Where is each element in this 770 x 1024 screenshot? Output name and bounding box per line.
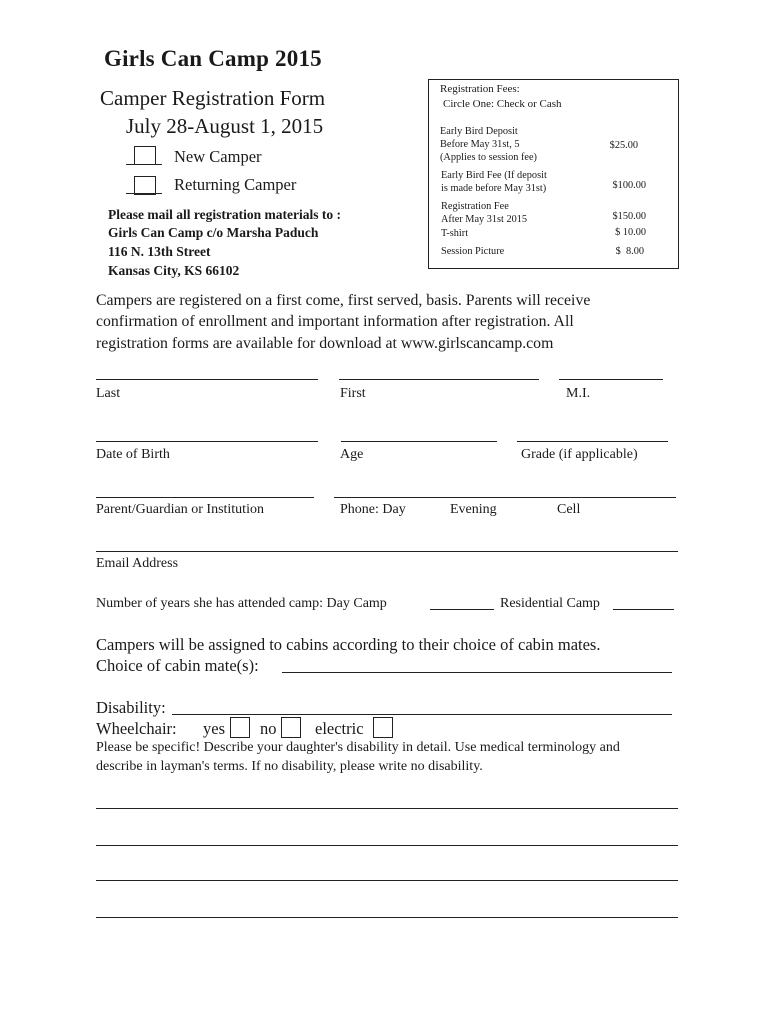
day-camp-years-field[interactable]	[430, 609, 494, 610]
fee-item-amount: $150.00	[612, 211, 646, 222]
fee-item-label: Before May 31st, 5	[440, 139, 520, 150]
disability-instruction: describe in layman's terms. If no disability, please write no disability.	[96, 759, 483, 774]
fee-item-label: Early Bird Deposit	[440, 126, 518, 137]
phone-day-label: Phone: Day	[340, 502, 406, 517]
fees-heading: Registration Fees:	[440, 83, 520, 95]
email-field[interactable]	[96, 551, 678, 552]
residential-camp-years-field[interactable]	[613, 609, 674, 610]
wheelchair-no-checkbox[interactable]	[281, 717, 301, 738]
fee-item-amount: $25.00	[609, 140, 638, 151]
cabin-mate-field[interactable]	[282, 672, 672, 673]
residential-camp-label: Residential Camp	[500, 596, 600, 611]
date-of-birth-field[interactable]	[96, 441, 318, 442]
years-attended-label: Number of years she has attended camp: Day Camp	[96, 596, 387, 611]
form-title: Girls Can Camp 2015	[104, 46, 322, 71]
disability-instruction: Please be specific! Describe your daughter's disability in detail. Use medical terminology and	[96, 740, 620, 755]
age-field[interactable]	[341, 441, 497, 442]
last-name-field[interactable]	[96, 379, 318, 380]
parent-guardian-field[interactable]	[96, 497, 314, 498]
fees-payment-method: Circle One: Check or Cash	[443, 98, 562, 110]
grade-field[interactable]	[517, 441, 668, 442]
fee-item-amount: $100.00	[612, 180, 646, 191]
new-camper-label: New Camper	[174, 147, 262, 166]
fee-item-amount: $ 8.00	[615, 246, 644, 257]
fee-item-label: Early Bird Fee (If deposit	[441, 170, 547, 181]
returning-camper-underline	[126, 193, 162, 194]
phone-field[interactable]	[334, 497, 676, 498]
mail-intro: Please mail all registration materials to :	[108, 207, 341, 222]
fee-item-amount: $ 10.00	[615, 227, 646, 238]
disability-description-line[interactable]	[96, 917, 678, 918]
wheelchair-electric-label: electric	[315, 719, 364, 738]
phone-cell-label: Cell	[557, 502, 581, 517]
disability-description-line[interactable]	[96, 845, 678, 846]
mail-name: Girls Can Camp c/o Marsha Paduch	[108, 225, 319, 240]
disability-field[interactable]	[172, 714, 672, 715]
cabin-mate-label: Choice of cabin mate(s):	[96, 656, 259, 675]
last-name-label: Last	[96, 386, 121, 401]
intro-line: confirmation of enrollment and important information after registration. All	[96, 313, 574, 330]
fee-item-label: is made before May 31st)	[441, 183, 547, 194]
form-subtitle: Camper Registration Form	[100, 86, 326, 110]
camp-dates: July 28-August 1, 2015	[126, 114, 324, 138]
disability-description-line[interactable]	[96, 880, 678, 881]
age-label: Age	[340, 447, 364, 462]
date-of-birth-label: Date of Birth	[96, 447, 170, 462]
wheelchair-label: Wheelchair:	[96, 719, 177, 738]
intro-line: registration forms are available for download at www.girlscancamp.com	[96, 335, 554, 352]
fee-item-label: After May 31st 2015	[441, 214, 528, 225]
middle-initial-label: M.I.	[566, 386, 591, 401]
email-label: Email Address	[96, 556, 179, 571]
cabin-assignment-text: Campers will be assigned to cabins according to their choice of cabin mates.	[96, 635, 601, 654]
first-name-label: First	[340, 386, 366, 401]
phone-evening-label: Evening	[450, 502, 497, 517]
returning-camper-label: Returning Camper	[174, 175, 297, 194]
new-camper-checkbox[interactable]	[134, 146, 156, 165]
disability-description-line[interactable]	[96, 808, 678, 809]
parent-guardian-label: Parent/Guardian or Institution	[96, 502, 264, 517]
mail-street: 116 N. 13th Street	[108, 244, 211, 259]
wheelchair-electric-checkbox[interactable]	[373, 717, 393, 738]
disability-label: Disability:	[96, 698, 166, 717]
first-name-field[interactable]	[339, 379, 539, 380]
fee-item-label: T-shirt	[441, 228, 469, 239]
grade-label: Grade (if applicable)	[521, 447, 638, 462]
fee-item-label: Session Picture	[441, 246, 505, 257]
wheelchair-yes-label: yes	[203, 719, 225, 738]
fee-item-label: (Applies to session fee)	[440, 152, 537, 163]
fee-item-label: Registration Fee	[441, 201, 509, 212]
wheelchair-no-label: no	[260, 719, 277, 738]
mail-city: Kansas City, KS 66102	[108, 263, 240, 278]
wheelchair-yes-checkbox[interactable]	[230, 717, 250, 738]
intro-line: Campers are registered on a first come, first served, basis. Parents will receive	[96, 292, 591, 309]
new-camper-underline	[126, 164, 162, 165]
middle-initial-field[interactable]	[559, 379, 663, 380]
